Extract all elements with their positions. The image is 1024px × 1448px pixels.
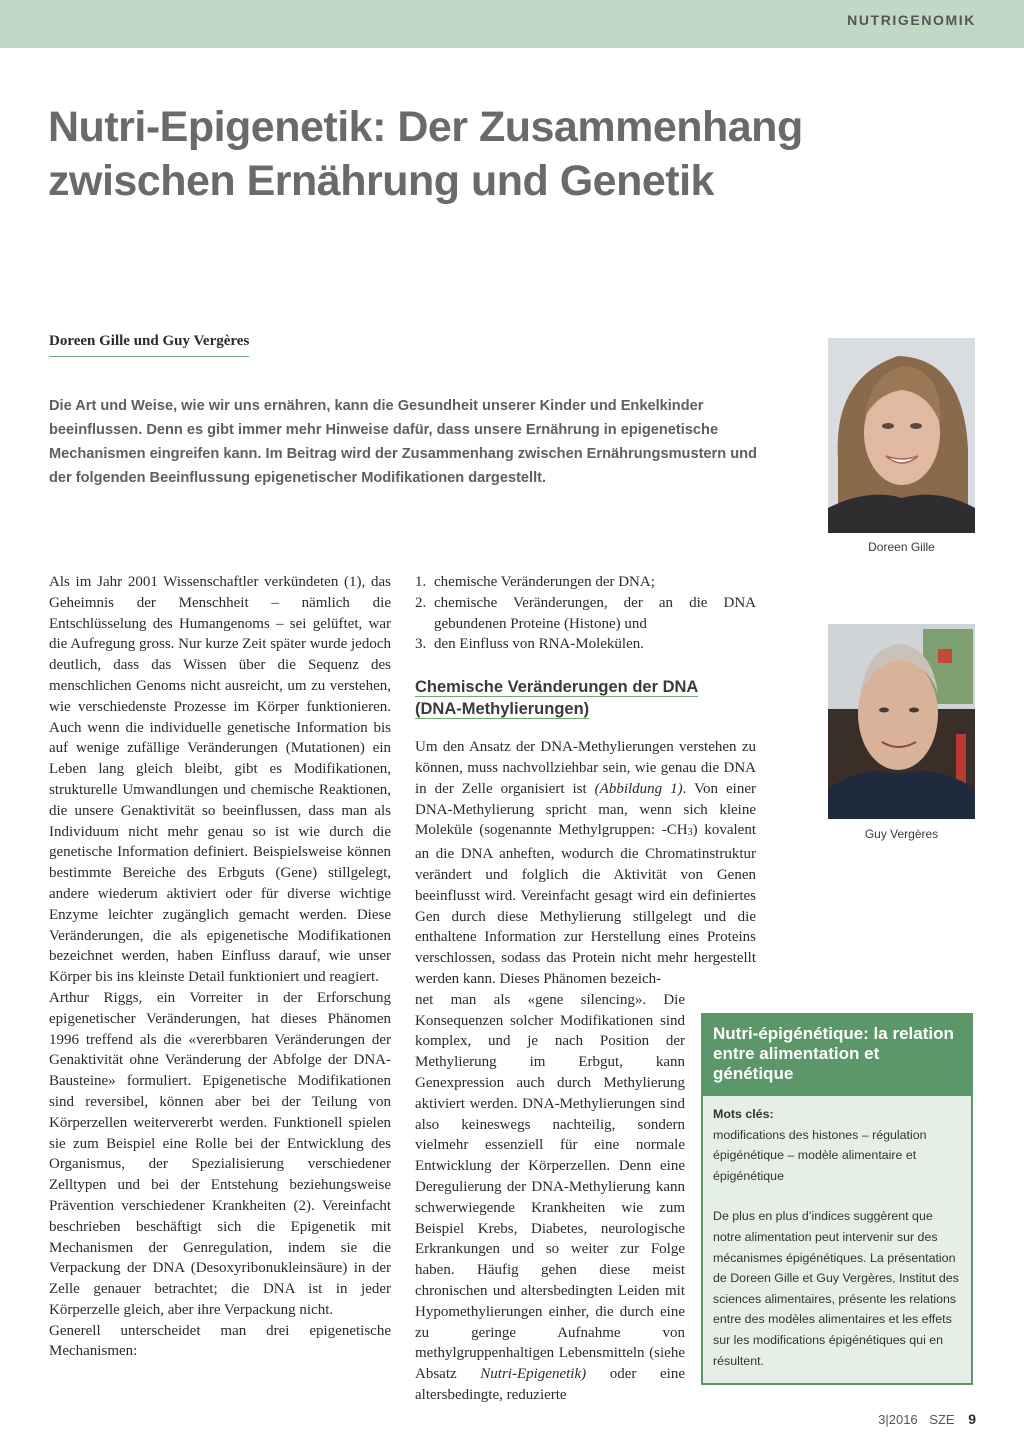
subheading-line: (DNA-Methylierungen) [415, 700, 590, 719]
text-run: oder eine altersbedingte, reduzierte [415, 1366, 686, 1403]
portrait-photo-icon [828, 624, 975, 819]
page-footer [878, 1411, 976, 1427]
summary-box-title: Nutri-épigénétique: la relation entre alimentation et génétique [703, 1015, 971, 1096]
text-run: net man als «gene silencing». Die Konsequenzen solcher Modifikationen sind komplex, und je nach Position der Methylierung im Erbgut, kann Genexpression auch durch Methylierung aktiviert werden. DNA-Methylierungen sind also keineswegs nachteilig, sondern vielmehr essenziell für eine normale Entwicklung der Körperzellen. Denn eine Deregulierung der DNA-Methylierung kann schwerwiegende Krankheiten wie zum Beispiel Krebs, Diabetes, neurologische Erkrankungen und so weiter zur Folge haben. Häufig gehen diese meist chronischen und altersbedingten Leiden mit Hypomethylierungen einher, die durch eine zu geringe Aufnahme von methylgruppenhaltigen Lebensmitteln (siehe Absatz [415, 991, 685, 1383]
figure-reference: (Abbildung 1) [594, 780, 683, 797]
list-item [415, 634, 756, 655]
issue-number: 3|2016 [878, 1412, 918, 1427]
text-run: ) kovalent an die DNA anheften, wodurch die Chromatinstruktur verändert und folglich die Aktivität von Genen beeinflusst wird. Vereinfacht gesagt wird ein definiertes Gen durch diese Methylierung stillgelegt und die enthaltene Information zur Herstellung eines Proteins verschlossen, sodass das Protein nicht mehr hergestellt werden kann. Dieses Phänomen bezeich- [415, 822, 756, 987]
mechanisms-list [415, 572, 756, 655]
section-reference: Nutri-Epigenetik) [480, 1366, 587, 1383]
portrait-photo-icon [828, 338, 975, 533]
photo-caption: Doreen Gille [868, 540, 935, 554]
body-paragraph: Als im Jahr 2001 Wissenschaftler verkündeten (1), das Geheimnis der Menschheit – nämlich die Entschlüsselung des Humangenoms – sei gelüftet, war die Aufregung gross. Nur kurze Zeit später wurde jedoch deutlich, dass das Wissen über die Sequenz des menschlichen Genoms nicht ausreicht, um zu verstehen, wie verschiedenste Prozesse im Körper funktionieren. Auch wenn die individuelle genetische Information bis auf wenige zufällige Veränderungen (Mutationen) ein Leben lang gleich bleibt, gibt es Modifikationen, strukturelle Umwandlungen und chemische Reaktionen, die unsere Genaktivität so beeinflussen, dass man als Individuum nicht mehr genau so ist wie durch die genetische Information definiert. Beispielsweise können bestimmte Bereiche des Erbguts (Gene) stillgelegt, andere wiederum aktiviert oder für diverse wichtige Enzyme leichter zugänglich gemacht werden. Diese Veränderungen, die als epigenetische Modifikationen bezeichnet werden, haben Einfluss darauf, wie unser Körper bis ins kleinste Detail funktioniert und reagiert. [49, 574, 391, 986]
summary-text: De plus en plus d’indices suggèrent que notre alimentation peut intervenir sur des mécanismes épigénétiques. La présentation de Doreen Gille et Guy Vergères, Institut des sciences alimentaires, présente les relations entre des modèles alimentaires et les effets sur les modifications épigénétiques qui en résultent. [713, 1209, 959, 1368]
text-run: Um den Ansatz der DNA-Methylierungen verstehen zu können, muss nachvollziehbar sein, wie genau die DNA in der Zelle organisiert ist [415, 739, 756, 797]
body-paragraph: Generell unterscheidet man drei epigenetische Mechanismen: [49, 1322, 391, 1360]
photo-caption: Guy Vergères [864, 827, 939, 841]
article-title: Nutri-Epigenetik: Der Zusammenhang zwischen Ernährung und Genetik [48, 103, 803, 205]
list-item [415, 593, 756, 635]
body-paragraph: Arthur Riggs, ein Vorreiter in der Erforschung epigenetischer Veränderungen, hat dieses Phänomen 1996 treffend als die «vererbbaren Veränderungen der Genaktivität ohne Veränderung der Abfolge der DNA-Bausteine» formuliert. Epigenetische Modifikationen sind reversibel, können aber bei der Teilung von Körperzellen weitervererbt werden. Funktionell spielen sie zum Beispiel eine Rolle bei der Entwicklung des Organismus, der Spezialisierung verschiedener Zelltypen und bei der Entstehung beziehungsweise Prävention verschiedener Krankheiten (2). Vereinfacht beschrieben beschäftigt sich die Epigenetik mit Mechanismen der Genregulation, indem sie die Verpackung der DNA (Desoxyribonukleinsäure) in der Zelle genauer betrachtet; die DNA ist in jeder Körperzelle gleich, aber ihre Verpackung nicht. [49, 989, 391, 1318]
list-number: 3. [415, 636, 427, 653]
body-paragraph [415, 990, 685, 1406]
body-column-1 [49, 572, 391, 1362]
keywords-label: Mots clés: [713, 1107, 774, 1121]
list-item [415, 572, 756, 593]
page-number: 9 [968, 1411, 976, 1427]
subheading-line: Chemische Veränderungen der DNA [415, 678, 699, 697]
list-text: chemische Veränderungen der DNA; [434, 574, 655, 590]
article-authors: Doreen Gille und Guy Vergères [49, 333, 249, 357]
list-number: 1. [415, 574, 427, 590]
list-text: den Einfluss von RNA-Molekülen. [434, 636, 644, 653]
section-header-band [0, 0, 1024, 48]
author-photo-doreen-gille [828, 338, 975, 533]
text-run: . Von einer DNA-Methylierung spricht man, wenn sich kleine Moleküle (sogenannte Methylgruppen: -CH [415, 780, 756, 839]
subscript: 3 [687, 827, 693, 839]
author-photo-guy-vergeres [828, 624, 975, 819]
article-lead: Die Art und Weise, wie wir uns ernähren, kann die Gesundheit unserer Kinder und Enkelkinder beeinflussen. Denn es gibt immer mehr Hinweise dafür, dass unsere Ernährung in epigenetische Mechanismen eingreifen kann. Im Beitrag wird der Zusammenhang zwischen Ernährungsmustern und der folgenden Beeinflussung epigenetischer Modifikationen dargestellt. [49, 398, 757, 486]
summary-box-body [703, 1096, 971, 1371]
list-text: chemische Veränderungen, der an die DNA gebundenen Proteine (Histone) und [434, 594, 756, 632]
summary-box-french [701, 1013, 973, 1385]
body-paragraph [415, 737, 756, 990]
keywords-text: modifications des histones – régulation épigénétique – modèle alimentaire et épigénétique [713, 1127, 927, 1183]
list-number: 2. [415, 594, 427, 611]
section-subheading [415, 676, 698, 720]
journal-name: SZE [929, 1412, 955, 1427]
section-label: NUTRIGENOMIK [847, 12, 976, 28]
